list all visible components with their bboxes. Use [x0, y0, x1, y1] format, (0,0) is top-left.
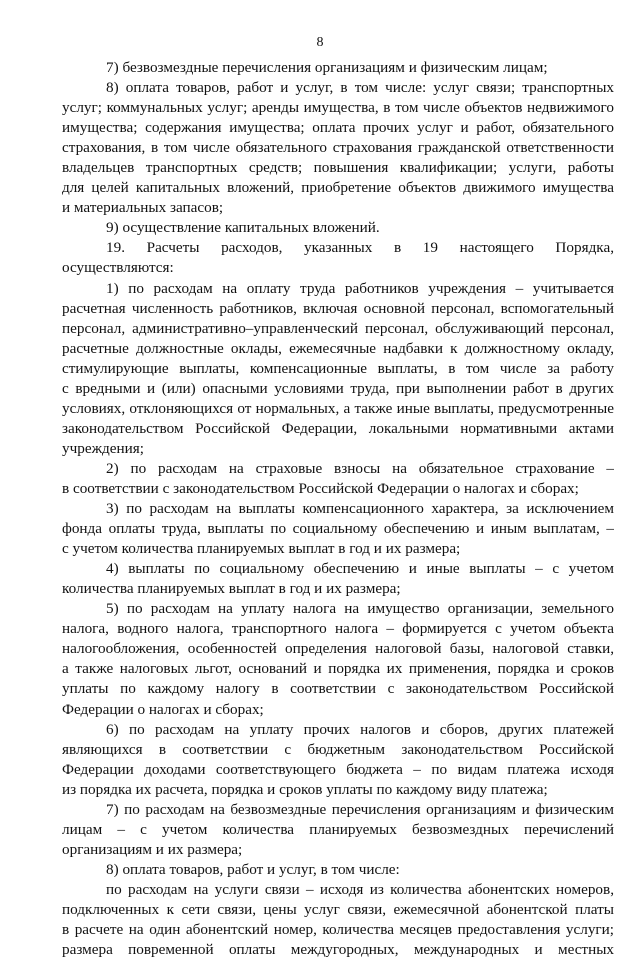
text-line: из порядка их расчета, порядка и сроков уплаты по каждому виду платежа; [62, 780, 548, 798]
text-line: налога, водного налога, транспортного налога – формируется с учетом объекта [62, 620, 614, 638]
text-line: налогообложения, особенностей определения налоговой базы, налоговой ставки, [62, 640, 614, 658]
text-line: являющихся в соответствии с бюджетным законодательством Российской [62, 740, 614, 758]
text-line: условиях, отклоняющихся от нормальных, а также иные выплаты, предусмотренные [62, 399, 614, 417]
text-line: учреждения; [62, 439, 144, 457]
text-line: 6) по расходам на уплату прочих налогов и сборов, других платежей [106, 720, 614, 738]
text-line: расчетная численность работников, включая основной персонал, вспомогательный [62, 299, 614, 317]
text-line: 8) оплата товаров, работ и услуг, в том числе: [106, 860, 400, 878]
text-line: 19. Расчеты расходов, указанных в 19 настоящего Порядка, [106, 239, 614, 257]
text-line: расчетные должностные оклады, ежемесячные надбавки к должностному окладу, [62, 339, 614, 357]
text-line: количества планируемых выплат в год и их размера; [62, 580, 401, 598]
text-line: в соответствии с законодательством Российской Федерации о налогах и сборах; [62, 479, 579, 497]
text-line: уплаты по каждому налогу в соответствии с законодательством Российской [62, 680, 614, 698]
text-line: 7) по расходам на безвозмездные перечисления организациям и физическим [106, 800, 614, 818]
text-line: фонда оплаты труда, выплаты по социальному обеспечению и иным выплатам, – [62, 520, 614, 538]
text-line: по расходам на услуги связи – исходя из количества абонентских номеров, [106, 880, 614, 898]
page-number: 8 [316, 35, 324, 50]
text-line: с вредными и (или) опасными условиями труда, при выполнении работ в других [62, 379, 614, 397]
text-line: Федерации о налогах и сборах; [62, 700, 264, 718]
text-line: страхования, в том числе обязательного страхования гражданской ответственности [62, 139, 614, 157]
text-line: а также налоговых льгот, оснований и порядка их применения, порядка и сроков [62, 660, 614, 678]
text-line: 5) по расходам на уплату налога на имущество организации, земельного [106, 600, 614, 618]
text-line: размера повременной оплаты междугородных, международных и местных [62, 941, 614, 959]
text-line: стимулирующие выплаты, компенсационные выплаты, в том числе за работу [62, 359, 614, 377]
text-line: организациям и их размера; [62, 840, 243, 858]
text-line: осуществляются: [62, 259, 174, 277]
text-line: подключенных к сети связи, цены услуг связи, ежемесячной абонентской платы [62, 900, 614, 918]
text-line: 1) по расходам на оплату труда работников учреждения – учитывается [106, 279, 614, 297]
text-line: 8) оплата товаров, работ и услуг, в том числе: услуг связи; транспортных [106, 79, 614, 97]
text-line: услуг; коммунальных услуг; аренды имущества, в том числе объектов недвижимого [62, 99, 614, 117]
text-line: персонал, административно–управленческий персонал, обслуживающий персонал, [62, 319, 614, 337]
text-line: Федерации доходами соответствующего бюджета – по видам платежа исходя [62, 760, 614, 778]
text-line: 7) безвозмездные перечисления организациям и физическим лицам; [106, 59, 548, 76]
text-line: и материальных запасов; [62, 199, 224, 217]
text-line: владельцев транспортных средств; повышения квалификации; услуги, работы [62, 159, 614, 177]
text-line: лицам – с учетом количества планируемых безвозмездных перечислений [62, 820, 614, 838]
document-body [62, 58, 614, 960]
text-line: 9) осуществление капитальных вложений. [106, 219, 380, 237]
text-line: имущества; содержания имущества; оплата прочих услуг и работ, обязательного [62, 119, 614, 137]
text-line: в расчете на один абонентский номер, количества месяцев предоставления услуги; [62, 921, 614, 939]
text-line: с учетом количества планируемых выплат в год и их размера; [62, 540, 461, 558]
text-line: 3) по расходам на выплаты компенсационного характера, за исключением [106, 500, 614, 518]
text-line: 2) по расходам на страховые взносы на обязательное страхование – [106, 459, 614, 477]
text-line: для целей капитальных вложений, приобретение объектов движимого имущества [62, 179, 614, 197]
text-line: законодательством Российской Федерации, локальными нормативными актами [62, 419, 614, 437]
text-line: 4) выплаты по социальному обеспечению и иные выплаты – с учетом [106, 560, 614, 578]
